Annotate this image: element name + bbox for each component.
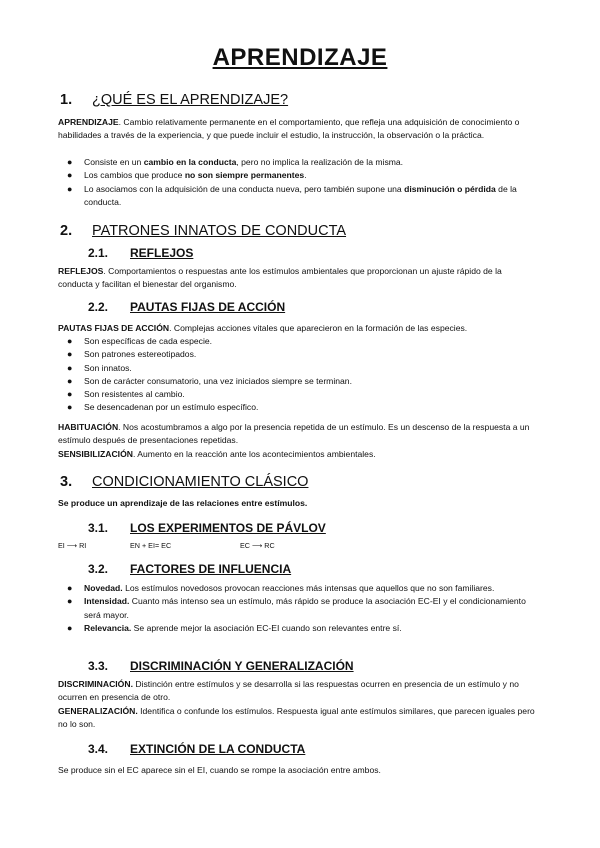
section-title: CONDICIONAMIENTO CLÁSICO xyxy=(92,474,309,490)
subsection-3-3-heading: 3.3. DISCRIMINACIÓN Y GENERALIZACIÓN xyxy=(88,659,354,673)
list-item: ● Consiste en un cambio en la conducta, pero no implica la realización de la misma. xyxy=(58,156,538,169)
sensibilizacion-definition: SENSIBILIZACIÓN. Aumento en la reacción ante los acontecimientos ambientales. xyxy=(58,449,376,459)
bullet-icon: ● xyxy=(67,622,73,633)
reflejos-definition: REFLEJOS. Comportamientos o respuestas ante los estímulos ambientales que proporcionan un ajuste rápido de la conducta y facilitan el bienestar del organismo. xyxy=(58,266,502,290)
section-number: 1. xyxy=(60,92,73,108)
section-title: ¿QUÉ ES EL APRENDIZAJE? xyxy=(92,92,289,108)
bullet-icon: ● xyxy=(67,183,73,194)
bullet-icon: ● xyxy=(67,583,73,593)
page-title: APRENDIZAJE xyxy=(212,44,388,71)
bullet-icon: ● xyxy=(67,157,73,167)
discriminacion-definition: DISCRIMINACIÓN. Distinción entre estímulos y se desarrolla si las respuestas ocurren en presencia de un estímulo y no ocurren en presencia de otro. xyxy=(58,679,519,703)
subsection-3-1-heading: 3.1. LOS EXPERIMENTOS DE PÁVLOV xyxy=(88,521,326,535)
list-item: ● Son patrones estereotipados. xyxy=(58,348,538,361)
clasico-intro: Se produce un aprendizaje de las relaciones entre estímulos. xyxy=(58,498,308,508)
habituacion-definition: HABITUACIÓN. Nos acostumbramos a algo por la presencia repetida de un estímulo. Es un descenso de la respuesta a un estímulo después de presentaciones repetidas. xyxy=(58,422,530,446)
list-item: ● Relevancia. Se aprende mejor la asociación EC-EI cuando son relevantes entre sí. xyxy=(58,622,538,635)
generalizacion-definition: GENERALIZACIÓN. Identifica o confunde los estímulos. Respuesta igual ante estímulos similares, que parecen iguales pero no lo son. xyxy=(58,706,535,730)
equation: EI ⟶ RI xyxy=(58,541,87,550)
bullet-icon: ● xyxy=(67,170,73,181)
list-item: ● Lo asociamos con la adquisición de una conducta nueva, pero también supone una disminución o pérdida de la conducta. xyxy=(67,183,517,207)
extincion-definition: Se produce sin el EC aparece sin el EI, cuando se rompe la asociación entre ambos. xyxy=(58,765,381,775)
section-1-heading xyxy=(60,92,288,108)
pautas-definition: PAUTAS FIJAS DE ACCIÓN. Complejas acciones vitales que aparecieron en la formación de las especies. xyxy=(58,323,468,333)
subsection-2-2-heading: 2.2. PAUTAS FIJAS DE ACCIÓN xyxy=(88,300,286,314)
term: APRENDIZAJE xyxy=(58,117,119,127)
list-item: ● Los cambios que produce no son siempre permanentes. xyxy=(58,169,538,182)
pautas-list xyxy=(58,335,538,415)
bullet-icon: ● xyxy=(67,375,73,386)
bullet-icon: ● xyxy=(67,362,73,373)
list-item: ● Son de carácter consumatorio, una vez iniciados siempre se terminan. xyxy=(58,375,538,388)
factores-list xyxy=(58,582,538,635)
equation: EC ⟶ RC xyxy=(240,541,275,550)
list-item: ● Intensidad. Cuanto más intenso sea un estímulo, más rápido se produce la asociación EC-EI y el condicionamiento será mayor. xyxy=(67,596,526,620)
list-item: ● Novedad. Los estímulos novedosos provocan reacciones más intensas que aquellos que no son familiares. xyxy=(58,582,538,595)
list-item: ● Son resistentes al cambio. xyxy=(58,388,538,401)
subsection-3-2-heading: 3.2. FACTORES DE INFLUENCIA xyxy=(88,562,292,576)
bullet-icon: ● xyxy=(67,336,73,346)
subsection-2-1-heading: 2.1. REFLEJOS xyxy=(88,246,194,260)
equation: EN + EI= EC xyxy=(130,541,172,550)
subsection-3-4-heading: 3.4. EXTINCIÓN DE LA CONDUCTA xyxy=(88,742,306,756)
list-item: ● Son específicas de cada especie. xyxy=(58,335,538,348)
aprendizaje-list xyxy=(58,156,538,209)
section-3-heading xyxy=(60,474,308,490)
list-item: ● Se desencadenan por un estímulo específico. xyxy=(58,401,538,414)
section-number: 2. xyxy=(60,223,73,239)
section-number: 3. xyxy=(60,474,73,490)
aprendizaje-definition: APRENDIZAJE. Cambio relativamente permanente en el comportamiento, que refleja una adquisición de conocimiento o habilidades a través de la experiencia, y que puede incluir el estudio, la instrucción, la observación o la práctica. xyxy=(58,117,520,141)
section-title: PATRONES INNATOS DE CONDUCTA xyxy=(92,223,347,239)
list-item: ● Son innatos. xyxy=(58,362,538,375)
section-2-heading xyxy=(60,223,346,239)
bullet-icon: ● xyxy=(67,349,73,360)
bullet-icon: ● xyxy=(67,402,73,413)
bullet-icon: ● xyxy=(67,596,73,607)
bullet-icon: ● xyxy=(67,389,73,400)
